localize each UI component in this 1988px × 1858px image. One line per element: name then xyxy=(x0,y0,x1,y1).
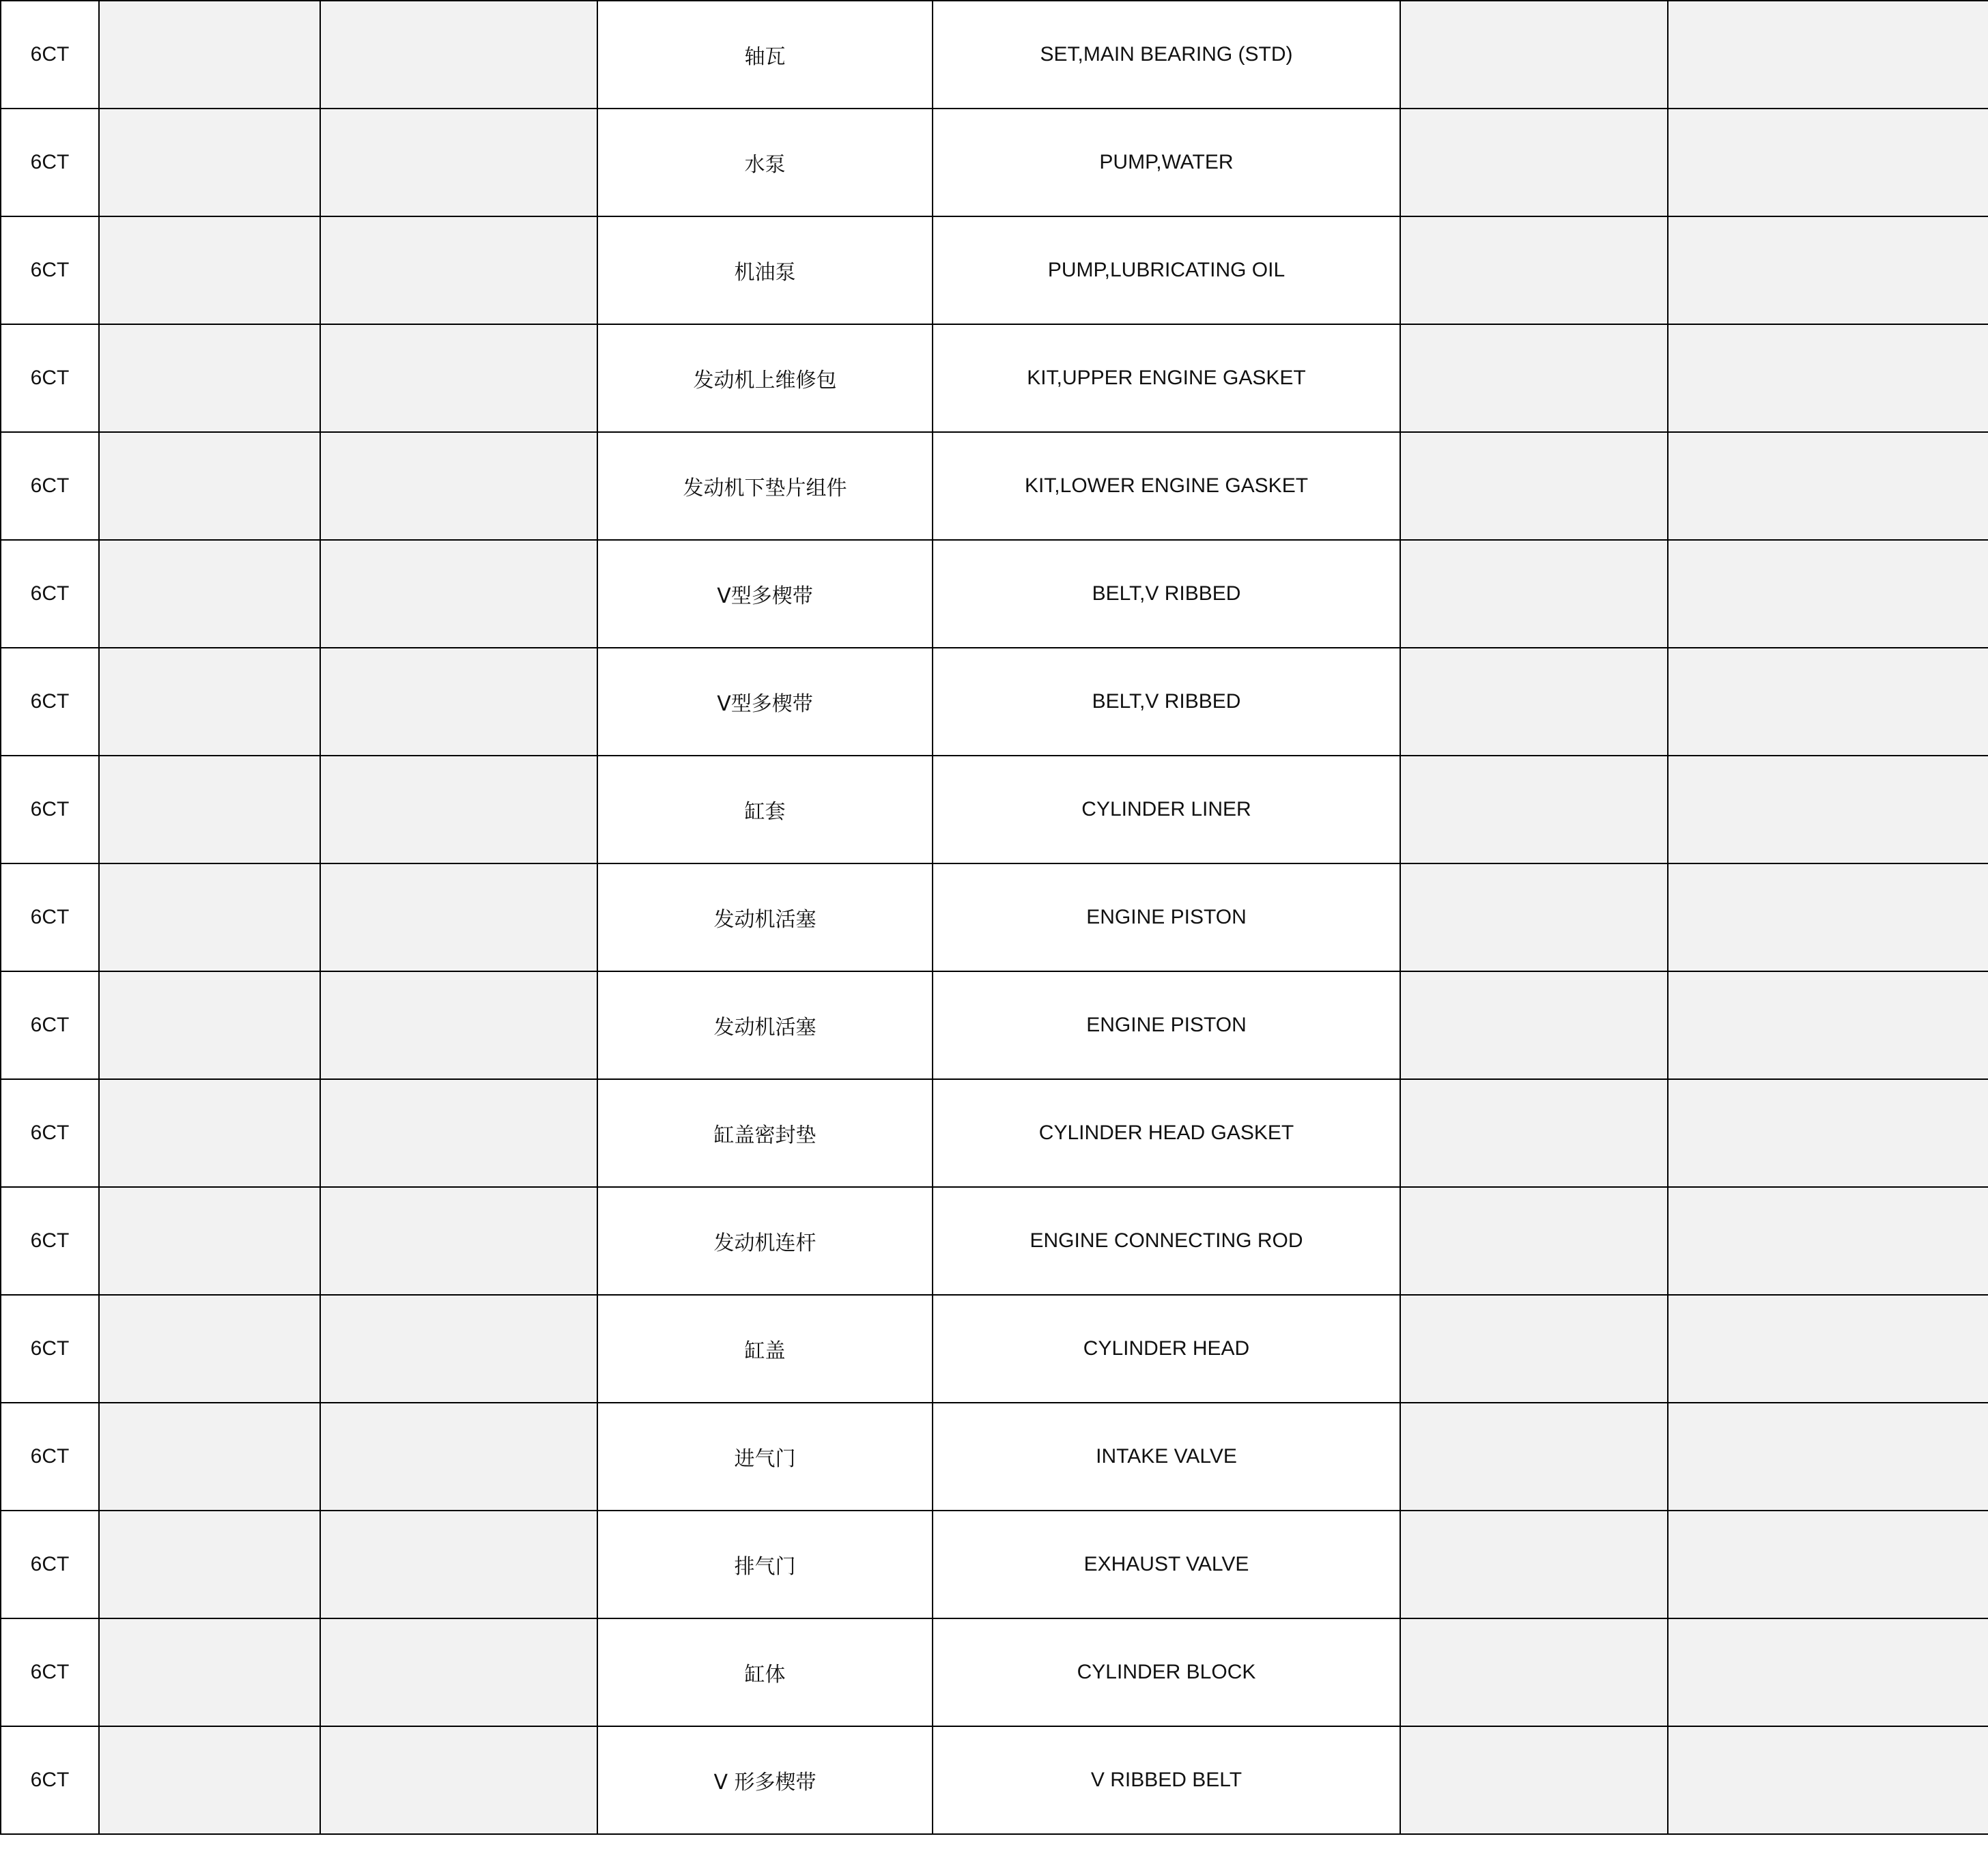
english-name-cell[interactable]: INTAKE VALVE xyxy=(933,1403,1400,1511)
model-cell[interactable]: 6CT xyxy=(1,109,99,216)
blank-cell[interactable] xyxy=(1668,1726,1988,1834)
model-cell[interactable]: 6CT xyxy=(1,1618,99,1726)
blank-cell[interactable] xyxy=(320,1079,597,1187)
table-row xyxy=(1,1187,1988,1295)
blank-cell[interactable] xyxy=(99,1079,320,1187)
model-cell[interactable]: 6CT xyxy=(1,756,99,863)
table-row xyxy=(1,1618,1988,1726)
blank-cell[interactable] xyxy=(1668,756,1988,863)
blank-cell[interactable] xyxy=(99,1618,320,1726)
blank-cell[interactable] xyxy=(1668,863,1988,971)
blank-cell[interactable] xyxy=(320,432,597,540)
table-row xyxy=(1,109,1988,216)
chinese-name-cell[interactable]: 发动机活塞 xyxy=(597,863,933,971)
english-name-cell[interactable]: CYLINDER HEAD GASKET xyxy=(933,1079,1400,1187)
english-name-cell[interactable]: EXHAUST VALVE xyxy=(933,1511,1400,1618)
blank-cell[interactable] xyxy=(99,1726,320,1834)
english-name-cell[interactable]: PUMP,LUBRICATING OIL xyxy=(933,216,1400,324)
blank-cell[interactable] xyxy=(1400,1511,1668,1618)
blank-cell[interactable] xyxy=(99,216,320,324)
table-row xyxy=(1,1726,1988,1834)
table-row xyxy=(1,1511,1988,1618)
blank-cell[interactable] xyxy=(1668,109,1988,216)
model-cell[interactable]: 6CT xyxy=(1,1726,99,1834)
blank-cell[interactable] xyxy=(1668,324,1988,432)
model-cell[interactable]: 6CT xyxy=(1,1187,99,1295)
english-name-cell[interactable]: BELT,V RIBBED xyxy=(933,540,1400,648)
model-cell[interactable]: 6CT xyxy=(1,216,99,324)
blank-cell[interactable] xyxy=(1668,1403,1988,1511)
english-name-cell[interactable]: CYLINDER LINER xyxy=(933,756,1400,863)
blank-cell[interactable] xyxy=(1668,1187,1988,1295)
blank-cell[interactable] xyxy=(320,756,597,863)
english-name-cell[interactable]: KIT,LOWER ENGINE GASKET xyxy=(933,432,1400,540)
blank-cell[interactable] xyxy=(1400,216,1668,324)
chinese-name-cell[interactable]: V 形多楔带 xyxy=(597,1726,933,1834)
blank-cell[interactable] xyxy=(1400,1,1668,109)
english-name-cell[interactable]: SET,MAIN BEARING (STD) xyxy=(933,1,1400,109)
blank-cell[interactable] xyxy=(99,540,320,648)
table-row xyxy=(1,1295,1988,1403)
blank-cell[interactable] xyxy=(99,1295,320,1403)
english-name-cell[interactable]: KIT,UPPER ENGINE GASKET xyxy=(933,324,1400,432)
model-cell[interactable]: 6CT xyxy=(1,863,99,971)
blank-cell[interactable] xyxy=(99,1,320,109)
blank-cell[interactable] xyxy=(1400,1618,1668,1726)
blank-cell[interactable] xyxy=(320,1511,597,1618)
blank-cell[interactable] xyxy=(99,1187,320,1295)
chinese-name-cell[interactable]: 缸盖密封垫 xyxy=(597,1079,933,1187)
blank-cell[interactable] xyxy=(1668,432,1988,540)
model-cell[interactable]: 6CT xyxy=(1,971,99,1079)
blank-cell[interactable] xyxy=(1400,971,1668,1079)
chinese-name-cell[interactable]: 发动机下垫片组件 xyxy=(597,432,933,540)
blank-cell[interactable] xyxy=(1400,109,1668,216)
blank-cell[interactable] xyxy=(1400,863,1668,971)
blank-cell[interactable] xyxy=(1400,1726,1668,1834)
blank-cell[interactable] xyxy=(1668,1511,1988,1618)
blank-cell[interactable] xyxy=(1400,1187,1668,1295)
chinese-name-cell[interactable]: 进气门 xyxy=(597,1403,933,1511)
chinese-name-cell[interactable]: V型多楔带 xyxy=(597,540,933,648)
english-name-cell[interactable]: CYLINDER HEAD xyxy=(933,1295,1400,1403)
blank-cell[interactable] xyxy=(320,971,597,1079)
chinese-name-cell[interactable]: 发动机活塞 xyxy=(597,971,933,1079)
table-row xyxy=(1,863,1988,971)
chinese-name-cell[interactable]: V型多楔带 xyxy=(597,648,933,756)
english-name-cell[interactable]: ENGINE PISTON xyxy=(933,863,1400,971)
blank-cell[interactable] xyxy=(1668,971,1988,1079)
table-row xyxy=(1,216,1988,324)
blank-cell[interactable] xyxy=(320,109,597,216)
blank-cell[interactable] xyxy=(320,648,597,756)
blank-cell[interactable] xyxy=(99,324,320,432)
table-row xyxy=(1,1,1988,109)
blank-cell[interactable] xyxy=(99,756,320,863)
blank-cell[interactable] xyxy=(99,971,320,1079)
model-cell[interactable]: 6CT xyxy=(1,540,99,648)
blank-cell[interactable] xyxy=(1400,648,1668,756)
blank-cell[interactable] xyxy=(1668,648,1988,756)
english-name-cell[interactable]: BELT,V RIBBED xyxy=(933,648,1400,756)
chinese-name-cell[interactable]: 轴瓦 xyxy=(597,1,933,109)
table-row xyxy=(1,648,1988,756)
blank-cell[interactable] xyxy=(1668,1079,1988,1187)
parts-table-body xyxy=(1,1,1988,1834)
blank-cell[interactable] xyxy=(99,1511,320,1618)
chinese-name-cell[interactable]: 缸盖 xyxy=(597,1295,933,1403)
table-row xyxy=(1,756,1988,863)
english-name-cell[interactable]: ENGINE CONNECTING ROD xyxy=(933,1187,1400,1295)
english-name-cell[interactable]: V RIBBED BELT xyxy=(933,1726,1400,1834)
chinese-name-cell[interactable]: 缸套 xyxy=(597,756,933,863)
model-cell[interactable]: 6CT xyxy=(1,648,99,756)
blank-cell[interactable] xyxy=(99,863,320,971)
chinese-name-cell[interactable]: 发动机上维修包 xyxy=(597,324,933,432)
model-cell[interactable]: 6CT xyxy=(1,1511,99,1618)
model-cell[interactable]: 6CT xyxy=(1,1403,99,1511)
blank-cell[interactable] xyxy=(1400,324,1668,432)
chinese-name-cell[interactable]: 发动机连杆 xyxy=(597,1187,933,1295)
blank-cell[interactable] xyxy=(1400,1403,1668,1511)
blank-cell[interactable] xyxy=(320,1,597,109)
blank-cell[interactable] xyxy=(320,216,597,324)
blank-cell[interactable] xyxy=(1400,756,1668,863)
blank-cell[interactable] xyxy=(320,863,597,971)
table-row xyxy=(1,432,1988,540)
blank-cell[interactable] xyxy=(99,109,320,216)
blank-cell[interactable] xyxy=(1668,1295,1988,1403)
blank-cell[interactable] xyxy=(1668,540,1988,648)
table-row xyxy=(1,324,1988,432)
blank-cell[interactable] xyxy=(320,1726,597,1834)
blank-cell[interactable] xyxy=(320,1403,597,1511)
model-cell[interactable]: 6CT xyxy=(1,324,99,432)
blank-cell[interactable] xyxy=(320,540,597,648)
chinese-name-cell[interactable]: 机油泵 xyxy=(597,216,933,324)
chinese-name-cell[interactable]: 缸体 xyxy=(597,1618,933,1726)
blank-cell[interactable] xyxy=(320,1187,597,1295)
blank-cell[interactable] xyxy=(1400,432,1668,540)
model-cell[interactable]: 6CT xyxy=(1,1295,99,1403)
model-cell[interactable]: 6CT xyxy=(1,1079,99,1187)
blank-cell[interactable] xyxy=(1668,1618,1988,1726)
blank-cell[interactable] xyxy=(320,1618,597,1726)
chinese-name-cell[interactable]: 排气门 xyxy=(597,1511,933,1618)
table-row xyxy=(1,540,1988,648)
english-name-cell[interactable]: ENGINE PISTON xyxy=(933,971,1400,1079)
blank-cell[interactable] xyxy=(1400,1079,1668,1187)
blank-cell[interactable] xyxy=(99,432,320,540)
chinese-name-cell[interactable]: 水泵 xyxy=(597,109,933,216)
blank-cell[interactable] xyxy=(320,324,597,432)
model-cell[interactable]: 6CT xyxy=(1,1,99,109)
english-name-cell[interactable]: CYLINDER BLOCK xyxy=(933,1618,1400,1726)
blank-cell[interactable] xyxy=(1400,1295,1668,1403)
model-cell[interactable]: 6CT xyxy=(1,432,99,540)
table-row xyxy=(1,971,1988,1079)
english-name-cell[interactable]: PUMP,WATER xyxy=(933,109,1400,216)
blank-cell[interactable] xyxy=(320,1295,597,1403)
blank-cell[interactable] xyxy=(99,648,320,756)
table-row xyxy=(1,1403,1988,1511)
table-row xyxy=(1,1079,1988,1187)
blank-cell[interactable] xyxy=(1668,1,1988,109)
blank-cell[interactable] xyxy=(99,1403,320,1511)
blank-cell[interactable] xyxy=(1400,540,1668,648)
blank-cell[interactable] xyxy=(1668,216,1988,324)
